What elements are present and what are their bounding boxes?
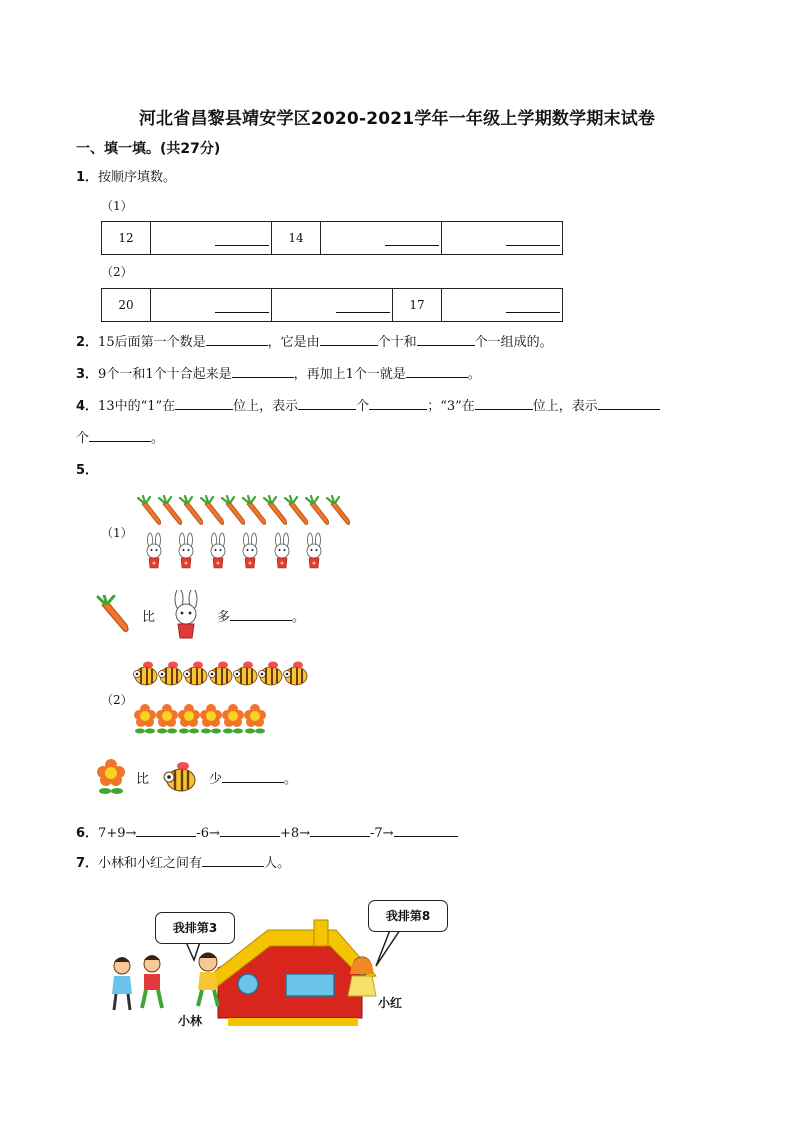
name-label-right: 小红 — [378, 996, 403, 1010]
answer-blank-cell[interactable] — [442, 222, 563, 255]
child-icon — [198, 953, 218, 1007]
rabbit-icons — [140, 532, 340, 572]
question-text: 9个一和1个十合起来是 — [98, 367, 232, 382]
answer-blank[interactable] — [206, 333, 268, 346]
answer-blank[interactable] — [298, 397, 356, 410]
sequence-cell: 17 — [393, 289, 442, 322]
question-text: 个 — [76, 431, 90, 446]
answer-blank[interactable] — [230, 608, 292, 621]
carrot-icon — [264, 496, 287, 525]
bee-icon — [184, 662, 208, 686]
question-text: 。 — [292, 609, 306, 625]
question-7 — [76, 852, 290, 871]
flower-icon — [96, 758, 126, 796]
bee-icon — [209, 662, 233, 686]
question-text: 个 — [356, 399, 370, 414]
answer-blank-cell[interactable] — [442, 289, 563, 322]
compare-row-1 — [96, 590, 305, 640]
queue-illustration — [100, 890, 460, 1030]
question-number: 2． — [76, 335, 99, 350]
question-text: -6→ — [196, 826, 220, 841]
answer-blank[interactable] — [406, 365, 468, 378]
question-text: ；“3”在 — [427, 399, 475, 414]
name-label-left: 小林 — [178, 1014, 203, 1028]
answer-blank[interactable] — [232, 365, 294, 378]
question-text: 位上，表示 — [532, 399, 598, 414]
flower-icon — [200, 704, 222, 734]
page-title: 河北省昌黎县靖安学区2020-2021学年一年级上学期数学期末试卷 — [138, 109, 656, 129]
q5-part2-label: （2） — [101, 693, 133, 707]
carrot-icon — [306, 496, 329, 525]
question-4-continued — [76, 427, 164, 446]
flower-row — [132, 704, 272, 740]
flower-icon — [178, 704, 200, 734]
question-text: 15后面第一个数是 — [98, 335, 206, 350]
bee-row — [132, 658, 322, 694]
question-1 — [76, 166, 176, 185]
answer-blank[interactable] — [320, 333, 378, 346]
carrot-icon — [96, 595, 132, 635]
question-3 — [76, 363, 481, 382]
carrot-icon — [243, 496, 266, 525]
rabbit-row — [140, 532, 340, 576]
question-text: 小林和小红之间有 — [98, 856, 203, 871]
carrot-icon — [285, 496, 308, 525]
carrot-icon — [180, 496, 203, 525]
sequence-table-2 — [101, 288, 563, 322]
answer-blank[interactable] — [475, 397, 533, 410]
compare-word: 比 — [136, 771, 150, 787]
bee-icon — [159, 662, 183, 686]
bee-icon — [134, 662, 158, 686]
question-number: 5． — [76, 463, 99, 478]
compare-word: 比 — [142, 609, 156, 625]
sequence-cell: 12 — [102, 222, 151, 255]
q1-part2-label: （2） — [101, 265, 133, 279]
rabbit-icon — [147, 533, 161, 568]
compare-word: 少 — [209, 771, 223, 787]
answer-blank[interactable] — [310, 824, 370, 837]
question-text: ，它是由 — [267, 335, 320, 350]
sequence-table-1 — [101, 221, 563, 255]
question-2 — [76, 331, 553, 350]
answer-blank[interactable] — [222, 770, 284, 783]
carrot-icon — [138, 496, 161, 525]
question-text: 。 — [284, 771, 298, 787]
bee-icon — [284, 662, 308, 686]
rabbit-icon — [275, 533, 289, 568]
section-heading: 一、填一填。(共27分) — [76, 141, 221, 157]
question-text: +8→ — [279, 826, 310, 841]
answer-blank[interactable] — [175, 397, 233, 410]
question-text: 人。 — [264, 856, 291, 871]
answer-blank-cell[interactable] — [151, 289, 272, 322]
answer-blank[interactable] — [369, 397, 427, 410]
question-5 — [76, 459, 98, 478]
bee-icons — [132, 658, 322, 690]
question-number: 7． — [76, 856, 99, 871]
sequence-cell: 14 — [272, 222, 321, 255]
flower-icon — [222, 704, 244, 734]
flower-icons — [132, 704, 272, 736]
question-text: 13中的“1”在 — [98, 399, 176, 414]
carrot-icons — [136, 494, 356, 526]
speech-bubble-right: 我排第8 — [368, 900, 448, 932]
question-text: 个十和 — [377, 335, 417, 350]
q1-part1-label: （1） — [101, 199, 133, 213]
answer-blank[interactable] — [136, 824, 196, 837]
flower-icon — [134, 704, 156, 734]
question-number: 6． — [76, 826, 99, 841]
answer-blank[interactable] — [220, 824, 280, 837]
answer-blank[interactable] — [598, 397, 660, 410]
compare-word: 多 — [217, 609, 231, 625]
question-text: 。 — [151, 431, 165, 446]
question-text: -7→ — [370, 826, 394, 841]
question-number: 1． — [76, 170, 99, 185]
question-text: 个一组成的。 — [474, 335, 553, 350]
rabbit-icon — [211, 533, 225, 568]
question-number: 4． — [76, 399, 99, 414]
carrot-icon — [159, 496, 182, 525]
answer-blank[interactable] — [394, 824, 458, 837]
bee-icon — [259, 662, 283, 686]
question-text: 。 — [467, 367, 481, 382]
carrot-icon — [327, 496, 350, 525]
answer-blank[interactable] — [417, 333, 475, 346]
question-6 — [76, 822, 458, 841]
question-text: 位上，表示 — [233, 399, 299, 414]
question-text: ，再加上1个一就是 — [293, 367, 406, 382]
speech-bubble-left: 我排第3 — [155, 912, 235, 944]
answer-blank[interactable] — [89, 429, 151, 442]
carrot-icon — [201, 496, 224, 525]
rabbit-icon — [165, 590, 207, 640]
child-icon — [142, 955, 162, 1008]
rabbit-icon — [179, 533, 193, 568]
question-number: 3． — [76, 367, 99, 382]
question-text: 7+9→ — [98, 826, 137, 841]
rabbit-icon — [307, 533, 321, 568]
q5-part1-label: （1） — [101, 526, 133, 540]
bee-icon — [159, 758, 199, 796]
carrot-icon — [222, 496, 245, 525]
compare-row-2 — [96, 758, 297, 796]
carrot-row — [136, 494, 356, 530]
answer-blank-cell[interactable] — [151, 222, 272, 255]
flower-icon — [156, 704, 178, 734]
sequence-cell: 20 — [102, 289, 151, 322]
child-icon — [112, 957, 132, 1010]
question-text: 按顺序填数。 — [98, 170, 177, 185]
bee-icon — [234, 662, 258, 686]
flower-icon — [244, 704, 266, 734]
question-4 — [76, 395, 660, 414]
rabbit-icon — [243, 533, 257, 568]
answer-blank-cell[interactable] — [272, 289, 393, 322]
answer-blank[interactable] — [202, 854, 264, 867]
answer-blank-cell[interactable] — [321, 222, 442, 255]
